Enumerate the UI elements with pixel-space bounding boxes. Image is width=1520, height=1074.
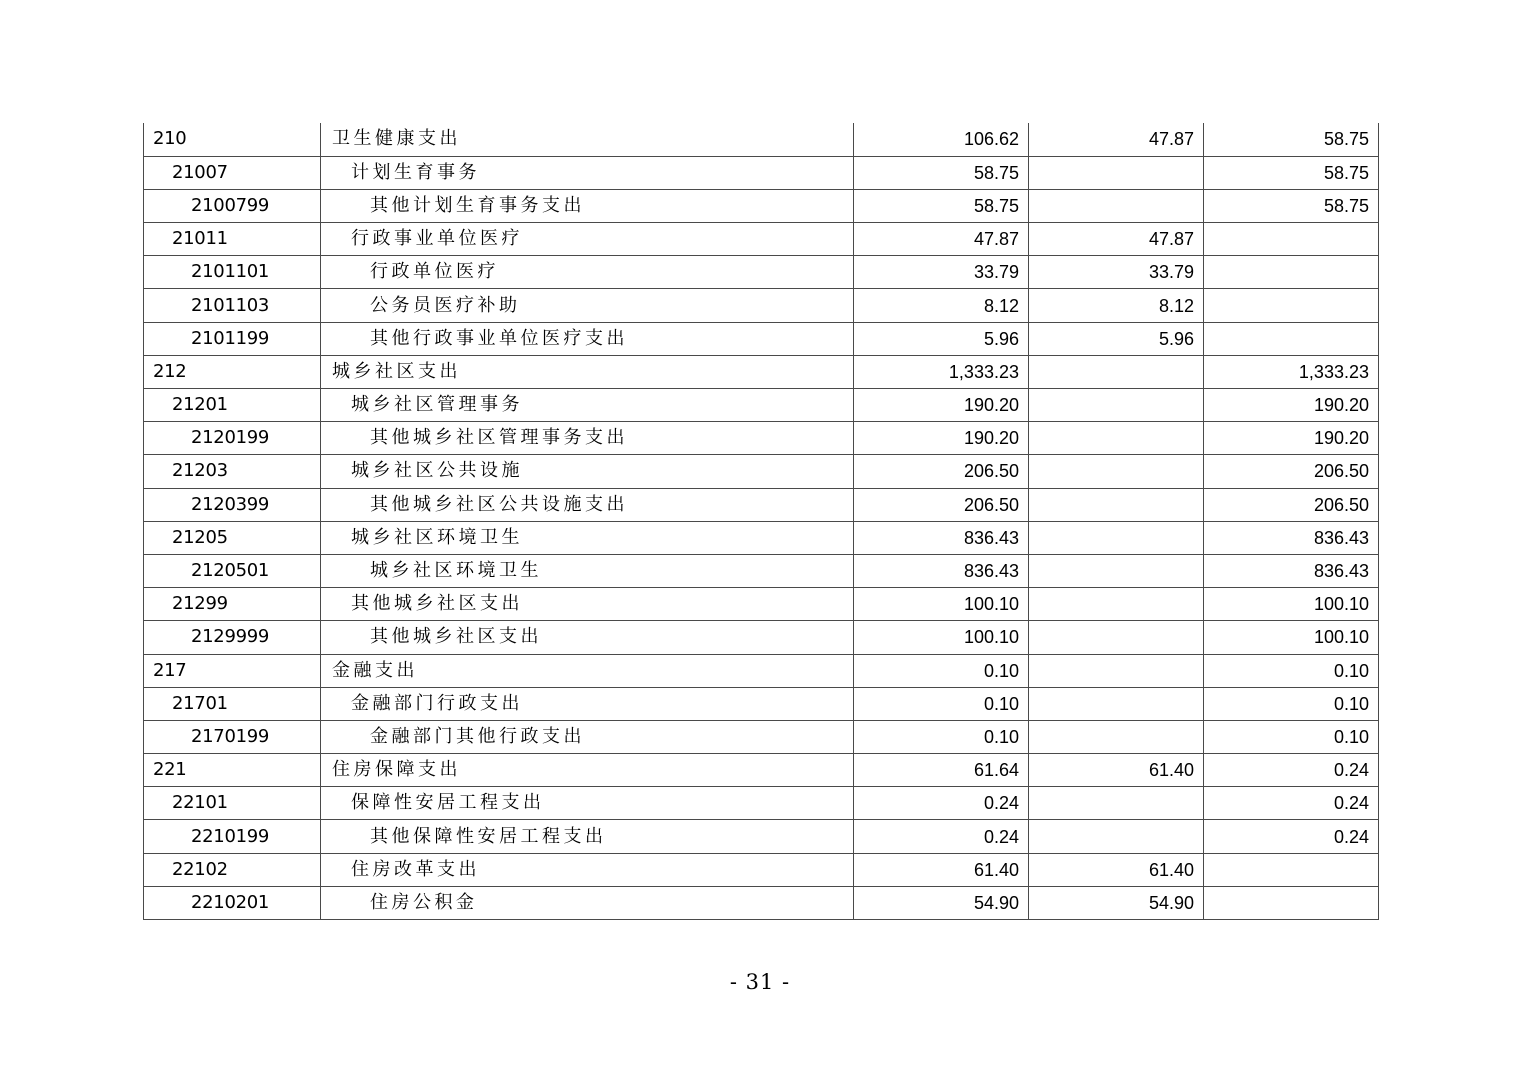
cell-basic: 47.87 [1029,123,1204,156]
cell-name: 城乡社区管理事务 [321,389,854,422]
cell-total: 1,333.23 [854,355,1029,388]
cell-basic [1029,189,1204,222]
cell-total: 106.62 [854,123,1029,156]
cell-project: 58.75 [1204,189,1379,222]
table-row [144,189,1379,222]
cell-total: 0.10 [854,687,1029,720]
page-number: - 31 - [729,970,791,994]
cell-basic [1029,588,1204,621]
table-row [144,223,1379,256]
cell-name: 其他计划生育事务支出 [321,189,854,222]
table-row [144,455,1379,488]
cell-basic: 47.87 [1029,223,1204,256]
cell-basic: 8.12 [1029,289,1204,322]
cell-code: 2129999 [144,621,321,654]
table-row [144,621,1379,654]
cell-basic [1029,389,1204,422]
cell-basic [1029,156,1204,189]
cell-basic [1029,422,1204,455]
table-row [144,886,1379,919]
cell-basic [1029,355,1204,388]
cell-project: 206.50 [1204,455,1379,488]
cell-name: 城乡社区公共设施 [321,455,854,488]
cell-name: 金融支出 [321,654,854,687]
cell-basic: 54.90 [1029,886,1204,919]
cell-code: 21205 [144,521,321,554]
cell-code: 2210201 [144,886,321,919]
cell-code: 21007 [144,156,321,189]
cell-code: 21299 [144,588,321,621]
table-row [144,820,1379,853]
table-body [144,123,1379,920]
cell-total: 61.40 [854,853,1029,886]
cell-project: 0.24 [1204,754,1379,787]
table-row [144,521,1379,554]
cell-code: 2100799 [144,189,321,222]
cell-basic [1029,621,1204,654]
cell-name: 住房改革支出 [321,853,854,886]
table-row [144,355,1379,388]
cell-code: 2120199 [144,422,321,455]
cell-name: 住房保障支出 [321,754,854,787]
cell-project: 190.20 [1204,389,1379,422]
cell-project: 206.50 [1204,488,1379,521]
cell-project: 100.10 [1204,621,1379,654]
cell-total: 0.24 [854,820,1029,853]
cell-name: 金融部门其他行政支出 [321,720,854,753]
table-row [144,156,1379,189]
cell-project: 100.10 [1204,588,1379,621]
cell-name: 其他保障性安居工程支出 [321,820,854,853]
cell-basic [1029,687,1204,720]
cell-basic: 5.96 [1029,322,1204,355]
cell-basic [1029,787,1204,820]
cell-basic [1029,720,1204,753]
cell-total: 58.75 [854,156,1029,189]
cell-name: 城乡社区支出 [321,355,854,388]
table-row [144,123,1379,156]
cell-name: 其他城乡社区管理事务支出 [321,422,854,455]
cell-name: 金融部门行政支出 [321,687,854,720]
cell-code: 2101103 [144,289,321,322]
cell-code: 21201 [144,389,321,422]
table-row [144,687,1379,720]
cell-basic: 61.40 [1029,853,1204,886]
cell-name: 保障性安居工程支出 [321,787,854,820]
cell-basic [1029,820,1204,853]
cell-total: 54.90 [854,886,1029,919]
cell-name: 行政事业单位医疗 [321,223,854,256]
cell-total: 8.12 [854,289,1029,322]
cell-name: 其他城乡社区支出 [321,588,854,621]
cell-project: 836.43 [1204,554,1379,587]
cell-basic [1029,654,1204,687]
table-row [144,389,1379,422]
cell-code: 2120501 [144,554,321,587]
cell-total: 190.20 [854,389,1029,422]
cell-code: 22101 [144,787,321,820]
table-row [144,588,1379,621]
cell-project [1204,322,1379,355]
table-row [144,754,1379,787]
cell-project: 0.10 [1204,687,1379,720]
table-row [144,554,1379,587]
cell-total: 61.64 [854,754,1029,787]
cell-code: 22102 [144,853,321,886]
cell-code: 21011 [144,223,321,256]
cell-name: 住房公积金 [321,886,854,919]
cell-total: 5.96 [854,322,1029,355]
cell-project [1204,853,1379,886]
cell-name: 行政单位医疗 [321,256,854,289]
cell-basic [1029,455,1204,488]
cell-name: 其他行政事业单位医疗支出 [321,322,854,355]
cell-project: 58.75 [1204,123,1379,156]
cell-project [1204,223,1379,256]
cell-code: 21701 [144,687,321,720]
cell-project: 0.10 [1204,654,1379,687]
cell-total: 47.87 [854,223,1029,256]
cell-total: 0.10 [854,720,1029,753]
cell-basic [1029,488,1204,521]
cell-code: 2170199 [144,720,321,753]
cell-project [1204,886,1379,919]
cell-code: 212 [144,355,321,388]
cell-project [1204,256,1379,289]
cell-total: 33.79 [854,256,1029,289]
cell-code: 210 [144,123,321,156]
cell-name: 公务员医疗补助 [321,289,854,322]
cell-project [1204,289,1379,322]
cell-basic: 33.79 [1029,256,1204,289]
cell-name: 城乡社区环境卫生 [321,554,854,587]
cell-name: 卫生健康支出 [321,123,854,156]
cell-code: 2120399 [144,488,321,521]
cell-total: 206.50 [854,455,1029,488]
cell-basic [1029,521,1204,554]
cell-name: 城乡社区环境卫生 [321,521,854,554]
cell-total: 0.24 [854,787,1029,820]
cell-total: 836.43 [854,521,1029,554]
cell-project: 190.20 [1204,422,1379,455]
cell-project: 0.10 [1204,720,1379,753]
cell-code: 217 [144,654,321,687]
cell-project: 0.24 [1204,787,1379,820]
table-row [144,289,1379,322]
table-row [144,787,1379,820]
cell-basic: 61.40 [1029,754,1204,787]
cell-project: 836.43 [1204,521,1379,554]
cell-name: 其他城乡社区公共设施支出 [321,488,854,521]
table-row [144,422,1379,455]
cell-total: 58.75 [854,189,1029,222]
table-row [144,720,1379,753]
budget-table [143,123,1379,920]
cell-name: 计划生育事务 [321,156,854,189]
cell-code: 221 [144,754,321,787]
cell-code: 2101101 [144,256,321,289]
cell-project: 1,333.23 [1204,355,1379,388]
cell-project: 58.75 [1204,156,1379,189]
table-row [144,654,1379,687]
cell-code: 2101199 [144,322,321,355]
cell-total: 100.10 [854,588,1029,621]
cell-total: 100.10 [854,621,1029,654]
cell-total: 836.43 [854,554,1029,587]
cell-name: 其他城乡社区支出 [321,621,854,654]
table-row [144,853,1379,886]
cell-total: 190.20 [854,422,1029,455]
cell-total: 0.10 [854,654,1029,687]
cell-code: 21203 [144,455,321,488]
table-row [144,256,1379,289]
cell-code: 2210199 [144,820,321,853]
table-row [144,488,1379,521]
cell-project: 0.24 [1204,820,1379,853]
table-row [144,322,1379,355]
cell-total: 206.50 [854,488,1029,521]
cell-basic [1029,554,1204,587]
